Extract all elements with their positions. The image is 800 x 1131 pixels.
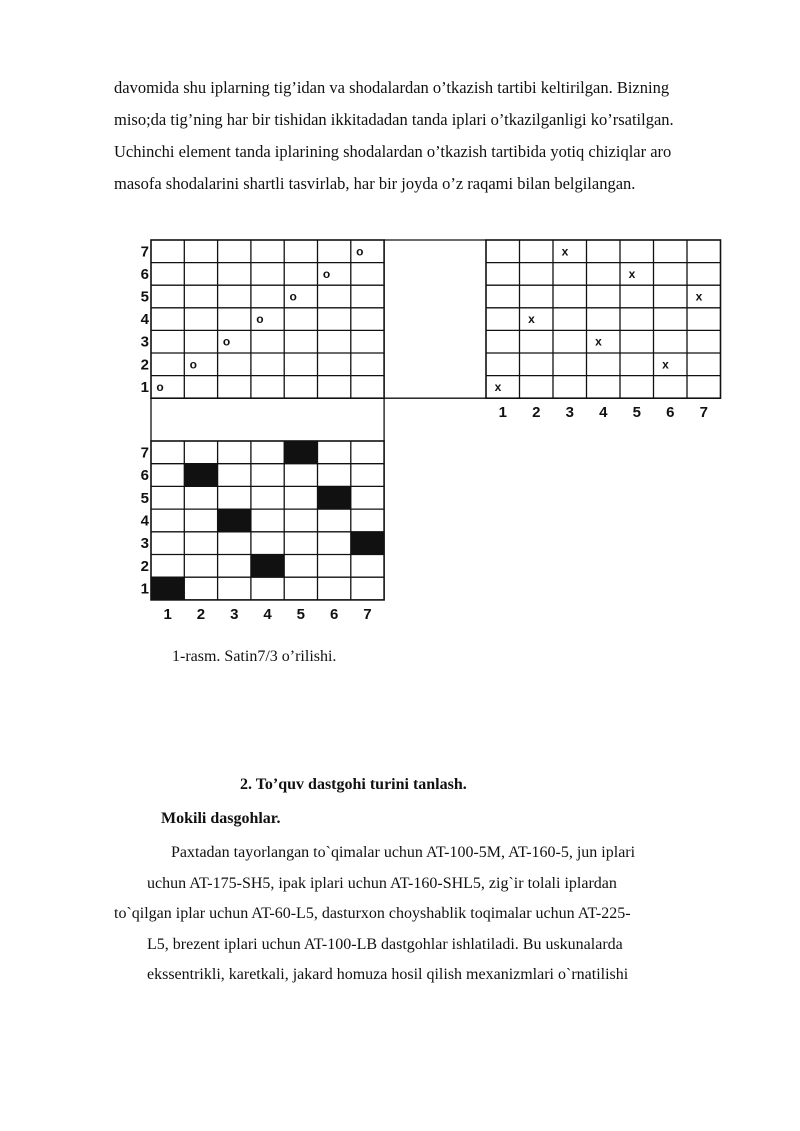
threading-mark-x: x [595, 334, 602, 349]
threading-col-label: 6 [666, 404, 675, 422]
draft-row-label: 1 [140, 378, 149, 396]
threading-mark-x: x [628, 266, 636, 281]
intro-line: davomida shu iplarning tig’idan va shodalardan o’tkazish tartibi keltirilgan. Bizning [114, 78, 670, 97]
weave-row-label: 3 [140, 535, 149, 553]
weave-col-label: 4 [263, 605, 272, 623]
intro-line: miso;da tig’ning har bir tishidan ikkitadadan tanda iplari o’tkazilganligi ko’rsatilgan. [114, 110, 674, 129]
body-line: L5, brezent iplari uchun AT-100-LB dastgohlar ishlatiladi. Bu uskunalarda [147, 935, 623, 953]
draft-grid-frame [151, 240, 384, 398]
draft-row-label: 4 [140, 311, 149, 329]
weave-filled-cell [251, 555, 284, 578]
threading-mark-x: x [662, 357, 669, 372]
threading-col-label: 2 [532, 404, 541, 422]
intro-line: Uchinchi element tanda iplarining shodalardan o’tkazish tartibida yotiq chiziqlar aro [114, 142, 672, 161]
weave-row-label: 4 [140, 512, 149, 530]
weave-filled-cell [351, 532, 384, 555]
body-line: to`qilgan iplar uchun AT-60-L5, dasturxon choyshablik toqimalar uchun AT-225- [114, 905, 631, 922]
figure-caption: 1-rasm. Satin7/3 o’rilishi. [172, 648, 337, 665]
section-title: 2. To’quv dastgohi turini tanlash. [240, 776, 467, 793]
threading-mark-x: x [494, 379, 502, 394]
weave-filled-cell [151, 577, 184, 600]
draft-row-label: 5 [140, 288, 149, 306]
threading-mark-x: x [528, 312, 535, 327]
draft-row-label: 3 [140, 333, 149, 351]
weave-filled-cell [218, 509, 251, 532]
threading-mark-x: x [695, 289, 703, 304]
weave-row-label: 6 [140, 467, 149, 485]
draft-mark-o: o [322, 266, 331, 281]
intro-line: masofa shodalarini shartli tasvirlab, har bir joyda o’z raqami bilan belgilangan. [114, 174, 636, 193]
section-body [0, 838, 800, 991]
weave-col-label: 6 [329, 605, 339, 623]
weave-row-label: 1 [140, 580, 149, 598]
draft-mark-o: o [256, 312, 264, 327]
threading-grid-frame [486, 240, 721, 398]
weave-filled-cell [284, 441, 317, 464]
threading-col-label: 1 [498, 404, 507, 422]
body-line: ekssentrikli, karetkali, jakard homuza hosil qilish mexanizmlari o`rnatilishi [147, 966, 629, 983]
body-line: Paxtadan tayorlangan to`qimalar uchun AT-100-5M, AT-160-5, jun iplari [171, 844, 636, 861]
weave-filled-cell [184, 464, 217, 487]
weave-row-label: 5 [140, 489, 149, 507]
draft-mark-o: o [289, 289, 297, 304]
body-line: uchun AT-175-SH5, ipak iplari uchun AT-160-SHL5, zig`ir tolali iplardan [147, 874, 617, 892]
weave-col-label: 5 [296, 605, 306, 623]
weave-row-label: 7 [140, 444, 149, 462]
draft-row-label: 6 [140, 265, 149, 283]
draft-row-label: 2 [140, 356, 149, 374]
weave-col-label: 2 [196, 605, 206, 623]
draft-mark-o: o [189, 357, 197, 372]
section-subtitle: Mokili dasgohlar. [161, 810, 281, 827]
draft-row-label: 7 [140, 243, 149, 261]
threading-col-label: 4 [599, 404, 608, 422]
draft-mark-o: o [356, 244, 364, 259]
weave-row-label: 2 [140, 557, 149, 575]
weave-col-label: 7 [363, 605, 372, 623]
weave-col-label: 3 [230, 605, 239, 623]
draft-mark-o: o [156, 379, 164, 394]
weave-filled-cell [318, 486, 351, 509]
weave-col-label: 1 [163, 605, 172, 623]
draft-mark-o: o [222, 334, 231, 349]
threading-mark-x: x [561, 244, 569, 259]
threading-col-label: 3 [565, 404, 574, 422]
threading-col-label: 7 [699, 404, 708, 422]
threading-col-label: 5 [632, 404, 641, 422]
